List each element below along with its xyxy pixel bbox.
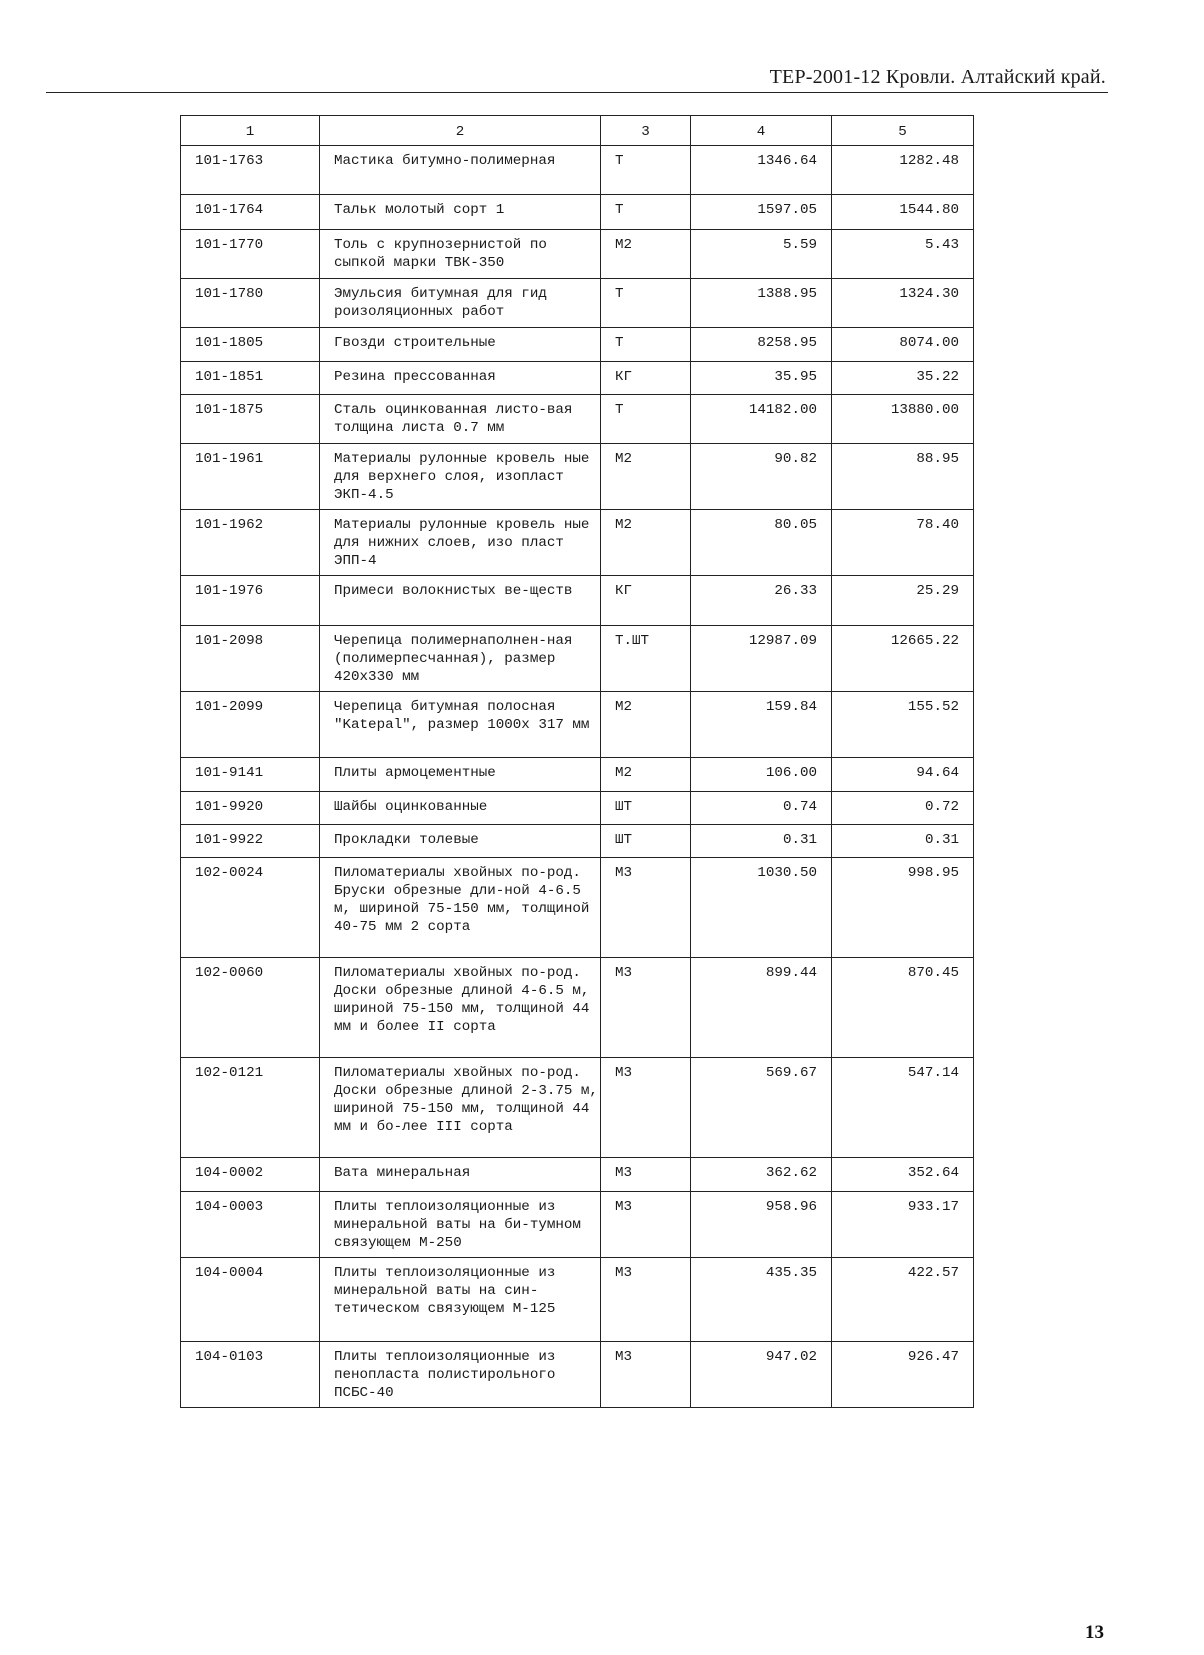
row-price-current: 0.74	[691, 792, 832, 825]
row-price-base: 35.22	[832, 362, 974, 395]
column-header: 1	[181, 116, 320, 146]
row-price-base: 94.64	[832, 758, 974, 792]
row-name: Черепица битумная полосная "Katepal", размер 1000х 317 мм	[320, 692, 601, 758]
row-price-current: 0.31	[691, 825, 832, 858]
row-unit: Т	[601, 395, 691, 444]
row-name: Гвозди строительные	[320, 328, 601, 362]
row-unit: М3	[601, 858, 691, 958]
row-name: Тальк молотый сорт 1	[320, 195, 601, 230]
row-unit: М3	[601, 1258, 691, 1342]
row-unit: М3	[601, 1158, 691, 1192]
row-name: Плиты теплоизоляционные из пенопласта полистирольного ПСБС-40	[320, 1342, 601, 1408]
row-price-base: 1282.48	[832, 146, 974, 195]
row-unit: Т	[601, 328, 691, 362]
row-price-base: 78.40	[832, 510, 974, 576]
row-price-current: 80.05	[691, 510, 832, 576]
row-code: 101-1763	[181, 146, 320, 195]
row-price-current: 1346.64	[691, 146, 832, 195]
table-row	[181, 444, 974, 510]
table-row	[181, 825, 974, 858]
row-name: Материалы рулонные кровель ные для верхнего слоя, изопласт ЭКП-4.5	[320, 444, 601, 510]
row-unit: М2	[601, 444, 691, 510]
table-row	[181, 576, 974, 626]
row-name: Вата минеральная	[320, 1158, 601, 1192]
table-row	[181, 1058, 974, 1158]
row-code: 101-1770	[181, 230, 320, 279]
row-name: Сталь оцинкованная листо-вая толщина листа 0.7 мм	[320, 395, 601, 444]
row-price-base: 0.72	[832, 792, 974, 825]
row-code: 101-1961	[181, 444, 320, 510]
row-code: 104-0004	[181, 1258, 320, 1342]
row-unit: КГ	[601, 362, 691, 395]
table-row	[181, 362, 974, 395]
column-header: 4	[691, 116, 832, 146]
row-code: 101-1875	[181, 395, 320, 444]
row-price-base: 0.31	[832, 825, 974, 858]
row-name: Материалы рулонные кровель ные для нижних слоев, изо пласт ЭПП-4	[320, 510, 601, 576]
row-name: Плиты теплоизоляционные из минеральной ваты на би-тумном связующем М-250	[320, 1192, 601, 1258]
row-price-base: 5.43	[832, 230, 974, 279]
table-header-row	[181, 116, 974, 146]
row-name: Плиты армоцементные	[320, 758, 601, 792]
row-price-current: 35.95	[691, 362, 832, 395]
row-code: 101-1764	[181, 195, 320, 230]
row-price-current: 958.96	[691, 1192, 832, 1258]
row-price-base: 352.64	[832, 1158, 974, 1192]
table-row	[181, 1258, 974, 1342]
row-name: Шайбы оцинкованные	[320, 792, 601, 825]
row-price-current: 26.33	[691, 576, 832, 626]
row-price-current: 899.44	[691, 958, 832, 1058]
row-price-base: 1324.30	[832, 279, 974, 328]
page-number: 13	[1085, 1622, 1104, 1643]
row-price-current: 8258.95	[691, 328, 832, 362]
table-body	[181, 116, 974, 1408]
column-header: 2	[320, 116, 601, 146]
row-price-base: 547.14	[832, 1058, 974, 1158]
row-price-base: 155.52	[832, 692, 974, 758]
table-row	[181, 510, 974, 576]
row-name: Прокладки толевые	[320, 825, 601, 858]
row-price-current: 1597.05	[691, 195, 832, 230]
row-price-current: 106.00	[691, 758, 832, 792]
row-code: 102-0121	[181, 1058, 320, 1158]
row-unit: М3	[601, 958, 691, 1058]
row-code: 101-9922	[181, 825, 320, 858]
row-code: 101-2098	[181, 626, 320, 692]
table-row	[181, 279, 974, 328]
column-header: 5	[832, 116, 974, 146]
row-name: Пиломатериалы хвойных по-род. Доски обрезные длиной 4-6.5 м, шириной 75-150 мм, толщиной 44 мм и более II сорта	[320, 958, 601, 1058]
table-row	[181, 230, 974, 279]
row-unit: ШТ	[601, 825, 691, 858]
row-code: 101-1851	[181, 362, 320, 395]
table-row	[181, 328, 974, 362]
row-unit: М3	[601, 1192, 691, 1258]
row-code: 101-1780	[181, 279, 320, 328]
materials-price-table	[180, 115, 974, 1408]
table-row	[181, 758, 974, 792]
row-price-current: 12987.09	[691, 626, 832, 692]
row-code: 101-9920	[181, 792, 320, 825]
row-code: 101-1962	[181, 510, 320, 576]
row-price-current: 362.62	[691, 1158, 832, 1192]
row-price-base: 12665.22	[832, 626, 974, 692]
row-price-current: 159.84	[691, 692, 832, 758]
table-row	[181, 958, 974, 1058]
row-name: Мастика битумно-полимерная	[320, 146, 601, 195]
row-price-current: 1388.95	[691, 279, 832, 328]
row-price-current: 569.67	[691, 1058, 832, 1158]
row-name: Примеси волокнистых ве-ществ	[320, 576, 601, 626]
row-unit: М2	[601, 230, 691, 279]
page-header-title: ТЕР-2001-12 Кровли. Алтайский край.	[769, 66, 1106, 88]
row-unit: М3	[601, 1342, 691, 1408]
row-price-current: 14182.00	[691, 395, 832, 444]
row-code: 104-0003	[181, 1192, 320, 1258]
row-price-base: 8074.00	[832, 328, 974, 362]
row-price-current: 435.35	[691, 1258, 832, 1342]
row-price-base: 88.95	[832, 444, 974, 510]
row-code: 104-0103	[181, 1342, 320, 1408]
row-name: Пиломатериалы хвойных по-род. Доски обрезные длиной 2-3.75 м, шириной 75-150 мм, толщиной 44 мм и бо-лее III сорта	[320, 1058, 601, 1158]
row-name: Резина прессованная	[320, 362, 601, 395]
table-row	[181, 792, 974, 825]
row-code: 101-9141	[181, 758, 320, 792]
table-row	[181, 626, 974, 692]
row-code: 104-0002	[181, 1158, 320, 1192]
row-unit: Т	[601, 146, 691, 195]
row-name: Пиломатериалы хвойных по-род. Бруски обрезные дли-ной 4-6.5 м, шириной 75-150 мм, толщиной 40-75 мм 2 сорта	[320, 858, 601, 958]
row-name: Толь с крупнозернистой по сыпкой марки ТВК-350	[320, 230, 601, 279]
row-unit: М2	[601, 510, 691, 576]
row-unit: М3	[601, 1058, 691, 1158]
row-price-base: 25.29	[832, 576, 974, 626]
row-price-base: 422.57	[832, 1258, 974, 1342]
table-row	[181, 195, 974, 230]
row-price-base: 1544.80	[832, 195, 974, 230]
row-unit: М2	[601, 692, 691, 758]
table-row	[181, 1342, 974, 1408]
row-price-base: 926.47	[832, 1342, 974, 1408]
row-code: 102-0024	[181, 858, 320, 958]
row-name: Плиты теплоизоляционные из минеральной ваты на син-тетическом связующем М-125	[320, 1258, 601, 1342]
row-unit: Т	[601, 195, 691, 230]
table-row	[181, 692, 974, 758]
header-rule	[46, 92, 1108, 93]
row-code: 101-2099	[181, 692, 320, 758]
row-code: 102-0060	[181, 958, 320, 1058]
row-unit: Т.ШТ	[601, 626, 691, 692]
row-price-base: 998.95	[832, 858, 974, 958]
row-price-base: 13880.00	[832, 395, 974, 444]
table-row	[181, 146, 974, 195]
row-code: 101-1805	[181, 328, 320, 362]
row-unit: М2	[601, 758, 691, 792]
row-price-current: 947.02	[691, 1342, 832, 1408]
row-name: Черепица полимернаполнен-ная (полимерпесчанная), размер 420х330 мм	[320, 626, 601, 692]
table-row	[181, 858, 974, 958]
row-name: Эмульсия битумная для гид роизоляционных работ	[320, 279, 601, 328]
row-unit: КГ	[601, 576, 691, 626]
table-row	[181, 395, 974, 444]
row-code: 101-1976	[181, 576, 320, 626]
row-price-base: 933.17	[832, 1192, 974, 1258]
row-price-current: 1030.50	[691, 858, 832, 958]
column-header: 3	[601, 116, 691, 146]
row-price-base: 870.45	[832, 958, 974, 1058]
row-unit: ШТ	[601, 792, 691, 825]
table-row	[181, 1192, 974, 1258]
row-unit: Т	[601, 279, 691, 328]
row-price-current: 5.59	[691, 230, 832, 279]
table-row	[181, 1158, 974, 1192]
row-price-current: 90.82	[691, 444, 832, 510]
